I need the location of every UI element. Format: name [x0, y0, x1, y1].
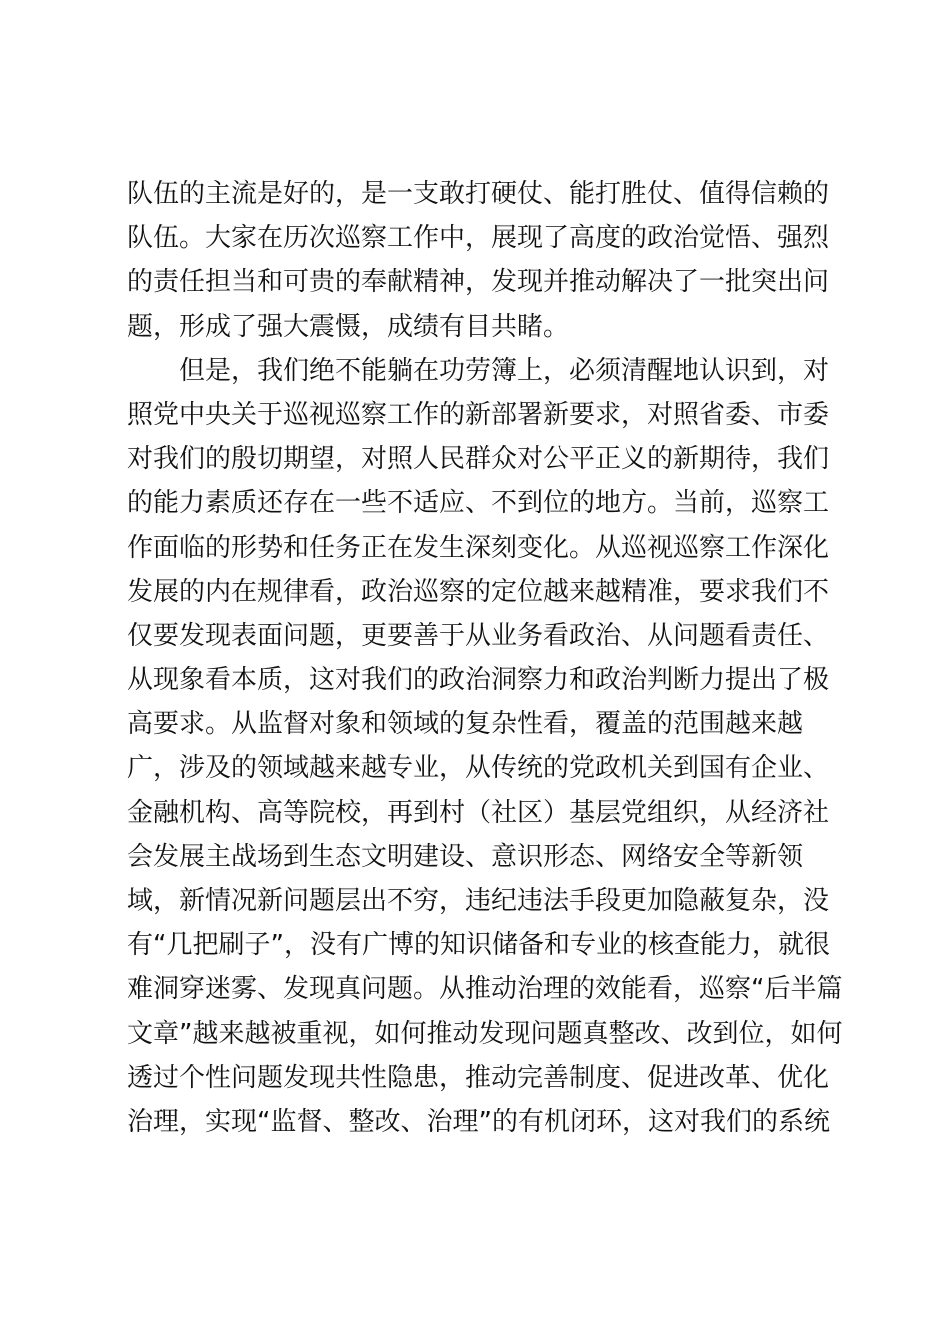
text-line: 但是，我们绝不能躺在功劳簿上，必须清醒地认识到，对 — [127, 355, 830, 386]
text-line: 治理，实现“监督、整改、治理”的有机闭环，这对我们的系统 — [127, 1106, 830, 1137]
text-line: 高要求。从监督对象和领域的复杂性看，覆盖的范围越来越 — [127, 709, 804, 740]
text-line: 照党中央关于巡视巡察工作的新部署新要求，对照省委、市委 — [127, 399, 830, 430]
text-line: 仅要发现表面问题，更要善于从业务看政治、从问题看责任、 — [127, 620, 830, 651]
text-line: 广，涉及的领域越来越专业，从传统的党政机关到国有企业、 — [127, 753, 830, 784]
text-line: 透过个性问题发现共性隐患，推动完善制度、促进改革、优化 — [127, 1062, 830, 1093]
text-line: 文章”越来越被重视，如何推动发现问题真整改、改到位，如何 — [127, 1018, 843, 1049]
text-line: 金融机构、高等院校，再到村（社区）基层党组织，从经济社 — [127, 797, 830, 828]
text-line: 发展的内在规律看，政治巡察的定位越来越精准，要求我们不 — [127, 576, 830, 607]
text-line: 的责任担当和可贵的奉献精神，发现并推动解决了一批突出问 — [127, 267, 830, 298]
text-line: 有“几把刷子”，没有广博的知识储备和专业的核查能力，就很 — [127, 930, 830, 961]
text-line: 作面临的形势和任务正在发生深刻变化。从巡视巡察工作深化 — [127, 532, 830, 563]
text-line: 难洞穿迷雾、发现真问题。从推动治理的效能看，巡察“后半篇 — [127, 974, 843, 1005]
body-text — [127, 172, 847, 1144]
text-line: 队伍。大家在历次巡察工作中，展现了高度的政治觉悟、强烈 — [127, 223, 830, 254]
text-line: 的能力素质还存在一些不适应、不到位的地方。当前，巡察工 — [127, 488, 830, 519]
text-line: 题，形成了强大震慑，成绩有目共睹。 — [127, 311, 570, 342]
text-line: 从现象看本质，这对我们的政治洞察力和政治判断力提出了极 — [127, 665, 830, 696]
text-line: 对我们的殷切期望，对照人民群众对公平正义的新期待，我们 — [127, 444, 830, 475]
text-line: 域，新情况新问题层出不穷，违纪违法手段更加隐蔽复杂，没 — [127, 886, 830, 916]
text-line: 会发展主战场到生态文明建设、意识形态、网络安全等新领 — [127, 841, 804, 872]
text-line: 队伍的主流是好的，是一支敢打硬仗、能打胜仗、值得信赖的 — [127, 179, 830, 209]
